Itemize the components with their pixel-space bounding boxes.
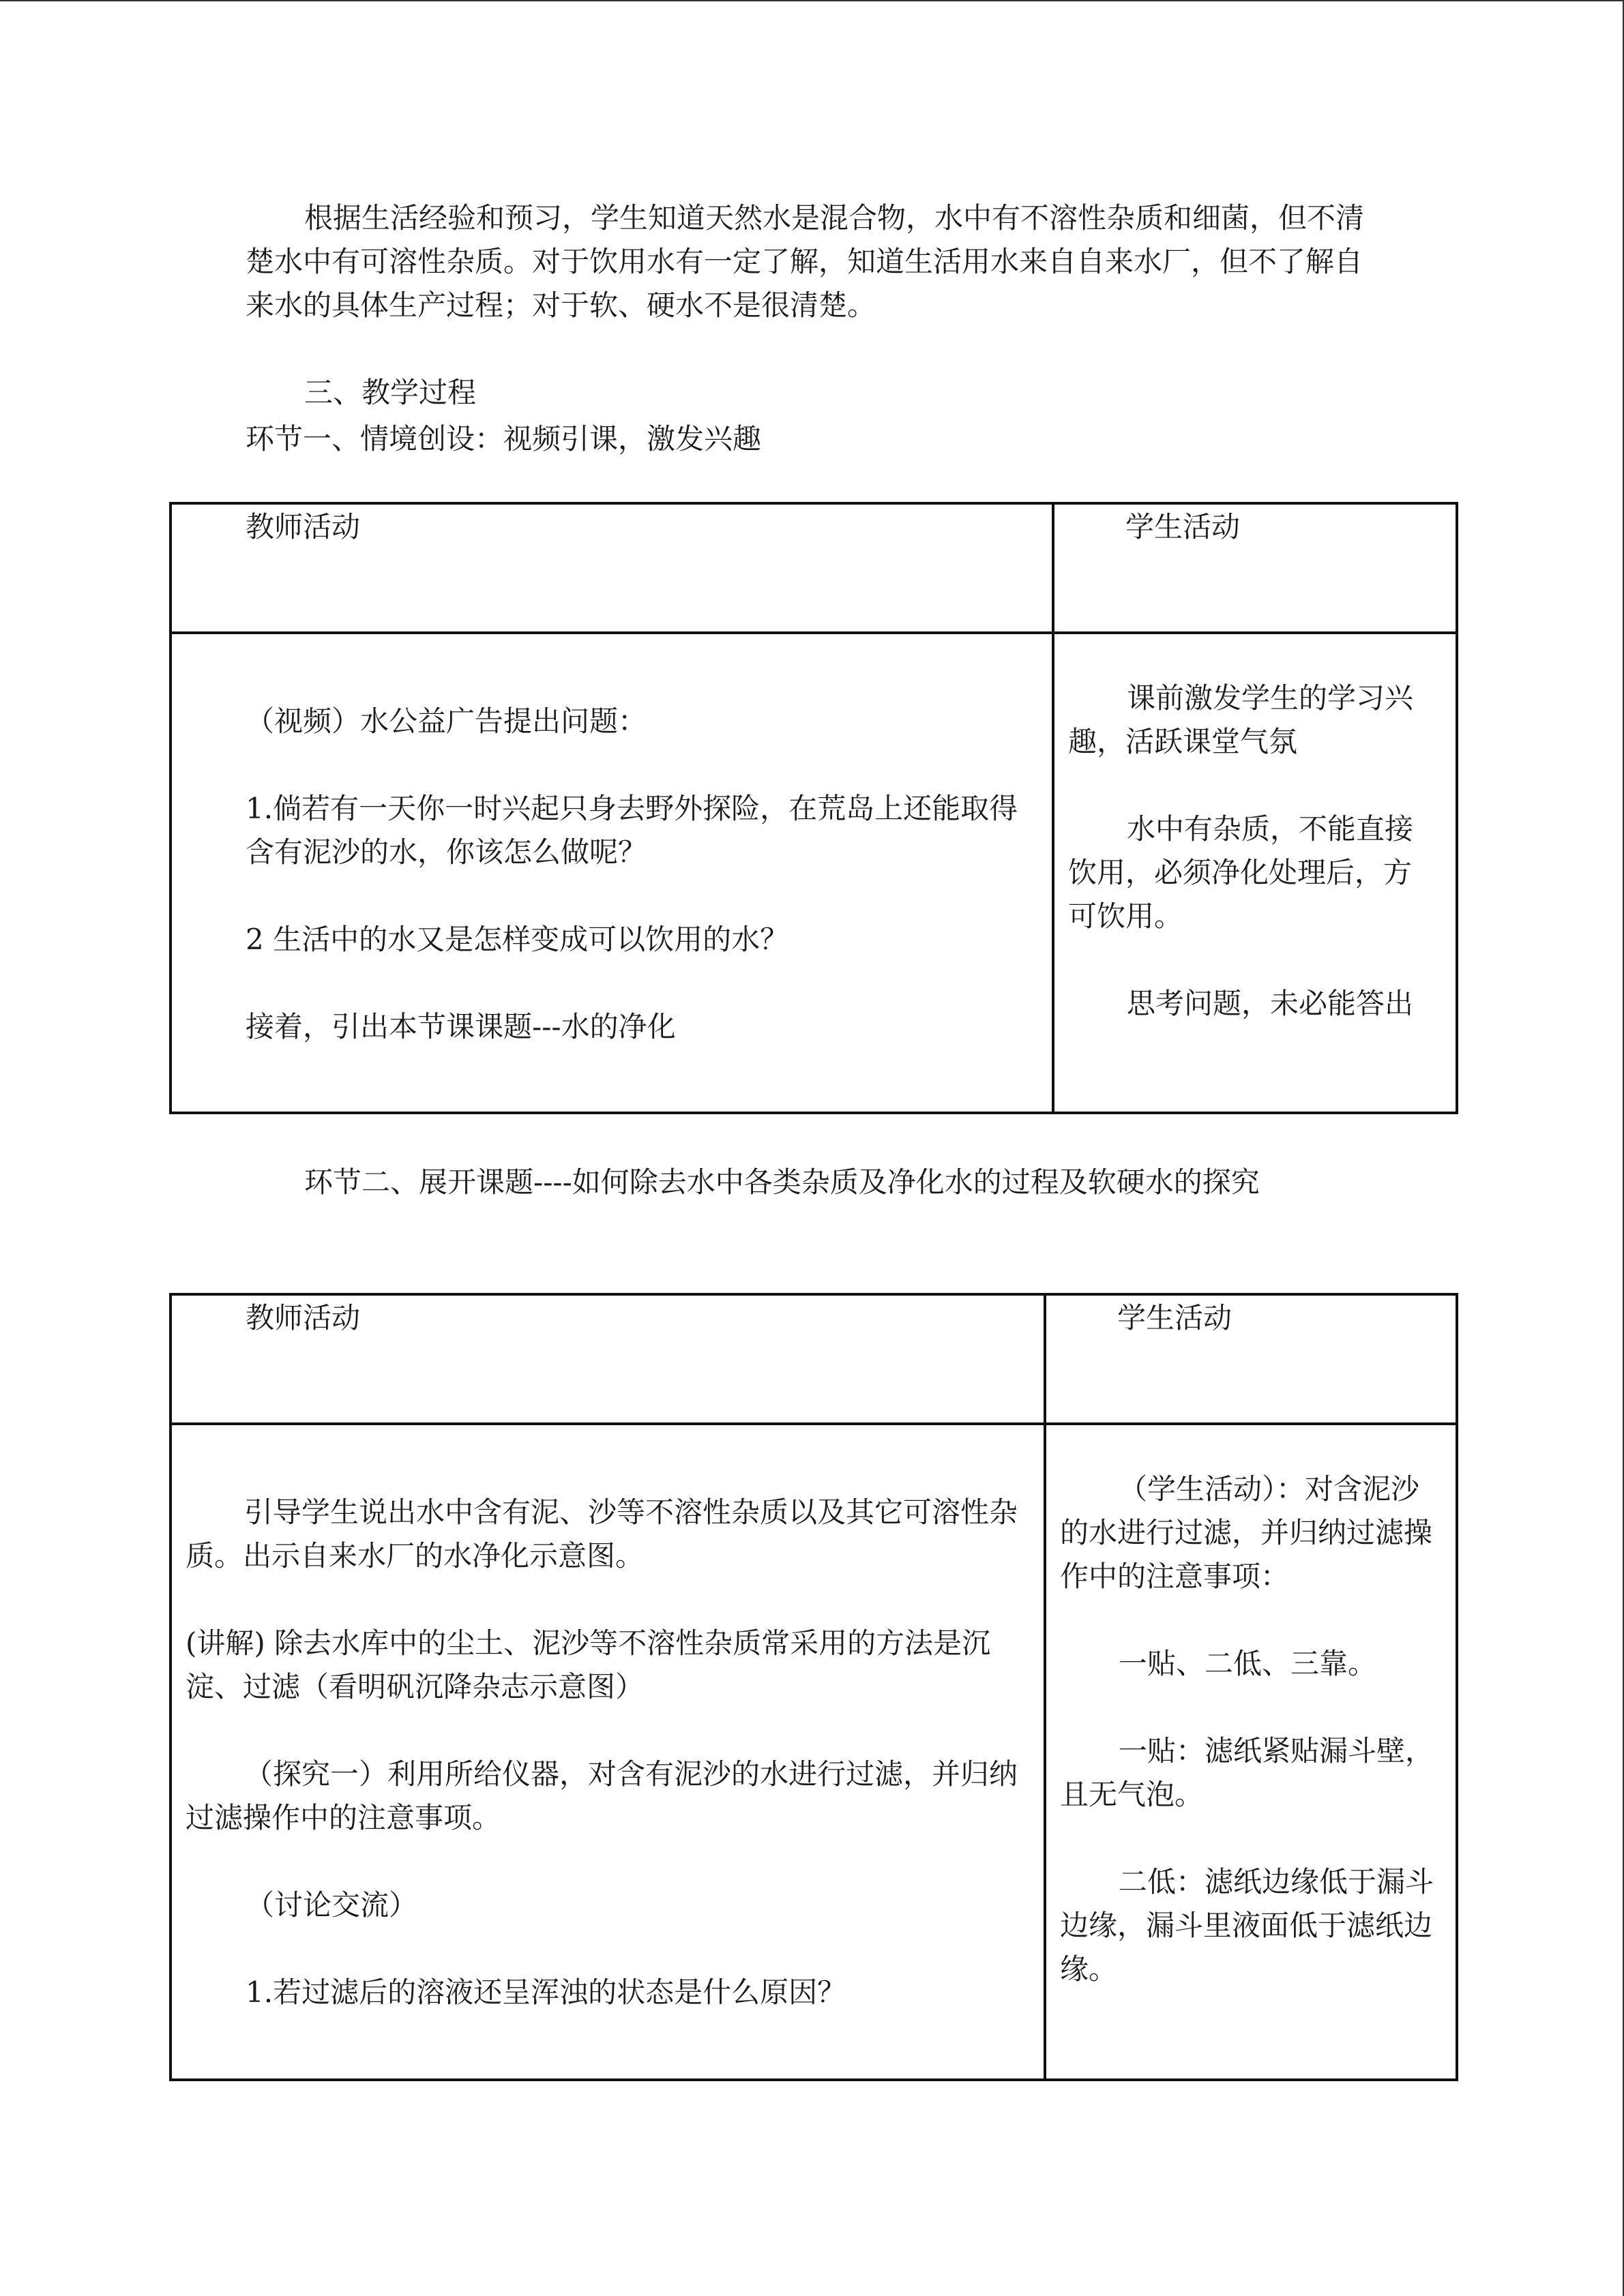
intro-paragraph xyxy=(246,196,1364,327)
teacher-activity-item: 1.若过滤后的溶液还呈浑浊的状态是什么原因？ xyxy=(246,1976,846,2009)
teacher-activity-item: 1.倘若有一天你一时兴起只身去野外探险，在荒岛上还能取得含有泥沙的水，你该怎么做呢？ xyxy=(246,792,1018,869)
teacher-activity-header: 教师活动 xyxy=(171,503,1053,633)
student-activity-header: 学生活动 xyxy=(1045,1294,1457,1424)
teacher-activity-header: 教师活动 xyxy=(171,1294,1045,1424)
stage2-activity-table xyxy=(169,1293,1458,2081)
teacher-activity-item: （探究一）利用所给仪器，对含有泥沙的水进行过滤，并归纳过滤操作中的注意事项。 xyxy=(186,1757,1018,1834)
intro-text: 根据生活经验和预习，学生知道天然水是混合物，水中有不溶性杂质和细菌，但不清楚水中有可溶性杂质。对于饮用水有一定了解，知道生活用水来自自来水厂，但不了解自来水的具体生产过程；对于软、硬水不是很清楚。 xyxy=(246,201,1365,322)
teacher-activity-cell xyxy=(171,1424,1045,2080)
student-activity-item: 课前激发学生的学习兴趣，活跃课堂气氛 xyxy=(1068,681,1414,758)
student-activity-item: 一贴、二低、三靠。 xyxy=(1119,1647,1377,1680)
section-title: 三、教学过程 xyxy=(304,376,477,409)
student-activity-cell xyxy=(1053,633,1457,1113)
student-activity-item: 二低：滤纸边缘低于漏斗边缘，漏斗里液面低于滤纸边缘。 xyxy=(1060,1865,1434,1986)
student-activity-item: 思考问题，未必能答出 xyxy=(1127,987,1414,1020)
teacher-activity-item: (讲解) 除去水库中的尘土、泥沙等不溶性杂质常采用的方法是沉淀、过滤（看明矾沉降杂志示意图） xyxy=(186,1626,991,1703)
teacher-activity-item: 引导学生说出水中含有泥、沙等不溶性杂质以及其它可溶性杂质。出示自来水厂的水净化示意图。 xyxy=(186,1495,1018,1572)
stage1-activity-table xyxy=(169,502,1458,1114)
teacher-activity-item: 接着，引出本节课课题---水的净化 xyxy=(246,1010,676,1043)
teacher-activity-item: （视频）水公益广告提出问题： xyxy=(246,704,647,738)
teacher-activity-item: （讨论交流） xyxy=(246,1888,418,1922)
student-activity-item: 一贴：滤纸紧贴漏斗壁，且无气泡。 xyxy=(1060,1734,1434,1811)
student-activity-item: 水中有杂质，不能直接饮用，必须净化处理后，方可饮用。 xyxy=(1068,812,1414,933)
student-activity-cell xyxy=(1045,1424,1457,2080)
teacher-activity-item: 2 生活中的水又是怎样变成可以饮用的水？ xyxy=(246,923,789,956)
stage2-title: 环节二、展开课题----如何除去水中各类杂质及净化水的过程及软硬水的探究 xyxy=(304,1165,1260,1199)
student-activity-header: 学生活动 xyxy=(1053,503,1457,633)
student-activity-item: （学生活动）：对含泥沙的水进行过滤，并归纳过滤操作中的注意事项： xyxy=(1060,1472,1433,1593)
stage1-title: 环节一、情境创设：视频引课，激发兴趣 xyxy=(246,422,762,456)
teacher-activity-cell xyxy=(171,633,1053,1113)
stage2-title-block xyxy=(246,1161,1364,1204)
